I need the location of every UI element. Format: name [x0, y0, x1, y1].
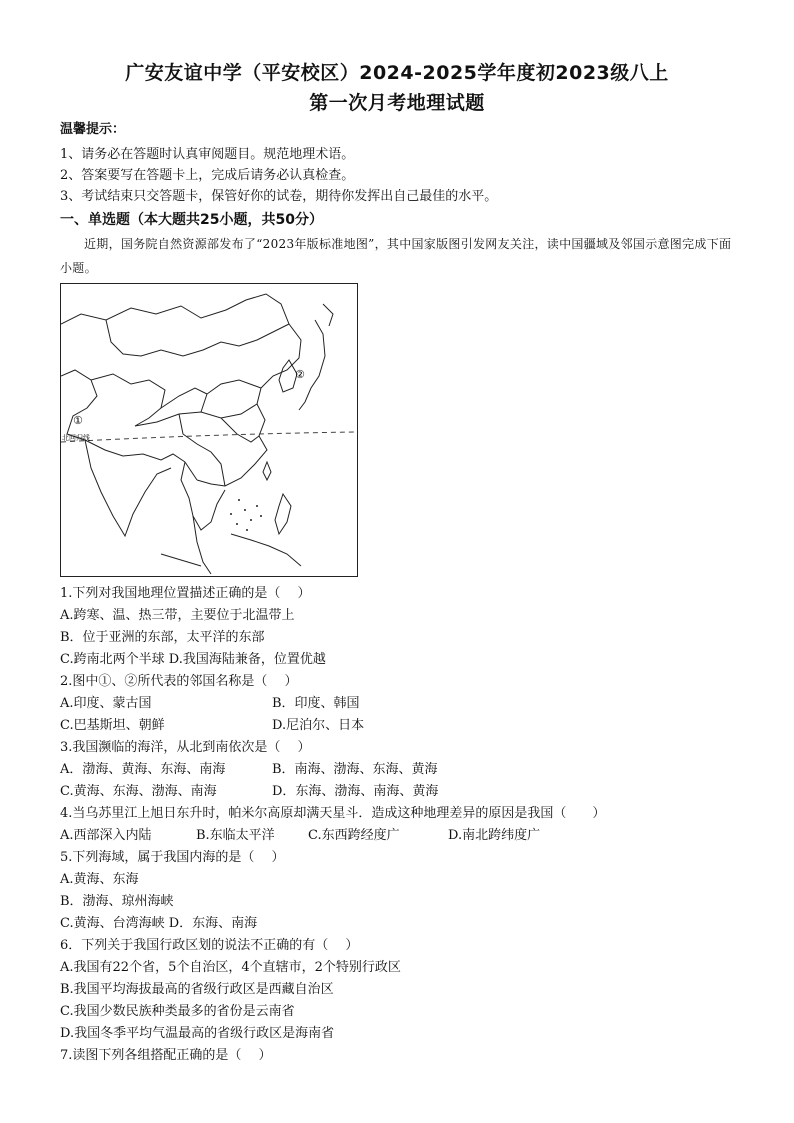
china-neighbors-map: [60, 283, 358, 577]
map-label-2: ②: [295, 368, 305, 381]
q3-option-c: C.黄海、东海、渤海、南海: [60, 784, 217, 799]
q4-option-d: D.南北跨纬度广: [448, 828, 541, 843]
exam-title-line1: 广安友谊中学（平安校区）2024-2025学年度初2023级八上: [125, 62, 669, 84]
q2-option-c: C.巴基斯坦、朝鲜: [60, 718, 165, 733]
q5-option-a: A.黄海、东海: [60, 872, 139, 887]
q2-option-a: A.印度、蒙古国: [60, 696, 152, 711]
section-intro: 近期，国务院自然资源部发布了“2023年版标准地图”，其中国家版图引发网友关注，读中国疆域及邻国示意图完成下面小题。: [60, 237, 732, 275]
q1-option-b: B．位于亚洲的东部，太平洋的东部: [60, 630, 265, 645]
q4-option-c: C.东西跨经度广: [308, 828, 400, 843]
q6-option-d: D.我国冬季平均气温最高的省级行政区是海南省: [60, 1026, 335, 1041]
q4-option-a: A.西部深入内陆: [60, 828, 152, 843]
tip-item-1: 1、请务必在答题时认真审阅题目。规范地理术语。: [60, 147, 355, 162]
q1-option-cd: C.跨南北两个半球 D.我国海陆兼备，位置优越: [60, 652, 326, 667]
section-heading: 一、单选题（本大题共25小题，共50分）: [60, 212, 323, 228]
map-label-tropic: 北回归线: [62, 434, 90, 442]
tip-item-3: 3、考试结束只交答题卡，保管好你的试卷，期待你发挥出自己最佳的水平。: [60, 189, 498, 204]
q3-stem: 3.我国濒临的海洋，从北到南依次是（ ）: [60, 740, 311, 755]
q2-option-d: D.尼泊尔、日本: [272, 718, 365, 733]
q5-option-b: B．渤海、琼州海峡: [60, 894, 174, 909]
tips-heading: 温馨提示：: [60, 122, 126, 137]
q3-option-a: A．渤海、黄海、东海、南海: [60, 762, 226, 777]
q6-stem: 6．下列关于我国行政区划的说法不正确的有（ ）: [60, 938, 359, 953]
q3-option-b: B．南海、渤海、东海、黄海: [272, 762, 438, 777]
q2-stem: 2.图中①、②所代表的邻国名称是（ ）: [60, 674, 298, 689]
q5-option-cd: C.黄海、台湾海峡 D．东海、南海: [60, 916, 258, 931]
q5-stem: 5.下列海域，属于我国内海的是（ ）: [60, 850, 285, 865]
map-label-1: ①: [73, 414, 83, 427]
q6-option-c: C.我国少数民族种类最多的省份是云南省: [60, 1004, 295, 1019]
q1-option-a: A.跨寒、温、热三带，主要位于北温带上: [60, 608, 295, 623]
q2-option-b: B．印度、韩国: [272, 696, 360, 711]
exam-title-line2: 第一次月考地理试题: [309, 92, 485, 114]
tip-item-2: 2、答案要写在答题卡上，完成后请务必认真检查。: [60, 168, 355, 183]
q6-option-b: B.我国平均海拔最高的省级行政区是西藏自治区: [60, 982, 334, 997]
q7-stem: 7.读图下列各组搭配正确的是（ ）: [60, 1048, 272, 1063]
map-drawing: [61, 284, 356, 575]
q4-option-b: B.东临太平洋: [196, 828, 275, 843]
q4-stem: 4.当乌苏里江上旭日东升时，帕米尔高原却满天星斗．造成这种地理差异的原因是我国（ ）: [60, 806, 606, 821]
q3-option-d: D．东海、渤海、南海、黄海: [272, 784, 439, 799]
q1-stem: 1.下列对我国地理位置描述正确的是（ ）: [60, 586, 311, 601]
q6-option-a: A.我国有22个省，5个自治区，4个直辖市，2个特别行政区: [60, 960, 401, 975]
